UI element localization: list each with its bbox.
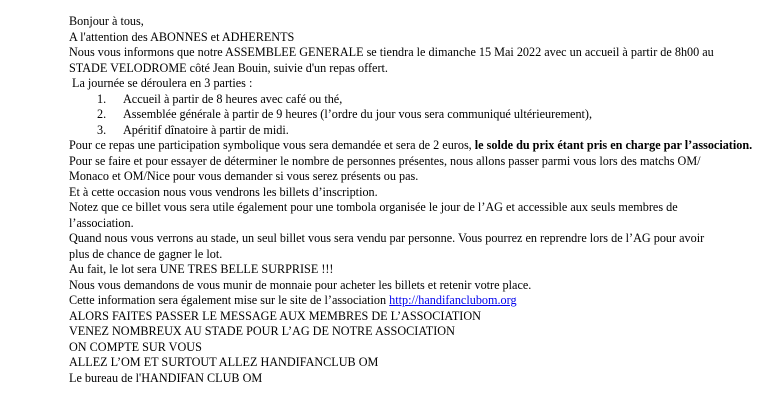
money-line: Nous vous demandons de vous munir de monnaie pour acheter les billets et retenir votre place. xyxy=(69,277,532,292)
program-item-text: Apéritif dînatoire à partir de midi. xyxy=(123,122,289,137)
meal-bold-text: le solde du prix étant pris en charge par l’association. xyxy=(474,138,753,152)
announcement-line-2: STADE VELODROME côté Jean Bouin, suivie d'un repas offert. xyxy=(69,60,388,75)
tombola-line-1: Notez que ce billet vous sera utile également pour une tombola organisée le jour de l’AG et accessible aux seuls membres de xyxy=(69,200,678,214)
program-item xyxy=(69,107,774,123)
association-website-link[interactable]: http://handifanclubom.org xyxy=(389,293,517,307)
site-text: Cette information sera également mise sur le site de l’association xyxy=(69,293,390,307)
meal-paragraph xyxy=(69,138,774,154)
surprise-line: Au fait, le lot sera UNE TRES BELLE SURPRISE !!! xyxy=(69,262,334,276)
attention-line: A l'attention des ABONNES et ADHERENTS xyxy=(69,29,295,44)
count-line-2: Monaco et OM/Nice pour vous demander si vous serez présents ou pas. xyxy=(69,169,419,183)
announcement-line-1: Nous vous informons que notre ASSEMBLEE GENERALE se tiendra le dimanche 15 Mai 2022 avec un accueil à partir de 8h00 au xyxy=(69,45,714,59)
program-item xyxy=(69,92,774,108)
tickets-line: Et à cette occasion nous vous vendrons les billets d’inscription. xyxy=(69,184,378,199)
program-item-number: 3. xyxy=(97,122,107,137)
program-list xyxy=(69,92,774,139)
program-item-text: Accueil à partir de 8 heures avec café ou thé, xyxy=(123,91,343,106)
program-item-text: Assemblée générale à partir de 9 heures (l’ordre du jour vous sera communiqué ultérieurement), xyxy=(123,107,593,121)
tombola-line-2: l’association. xyxy=(69,215,134,230)
signature: Le bureau de l'HANDIFAN CLUB OM xyxy=(69,370,263,385)
program-item-number: 2. xyxy=(97,107,107,121)
stadium-line-1: Quand nous vous verrons au stade, un seul billet vous sera vendu par personne. Vous pourrez en reprendre lors de l’AG pour avoir xyxy=(69,231,705,245)
greeting: Bonjour à tous, xyxy=(69,14,144,28)
stadium-line-2: plus de chance de gagner le lot. xyxy=(69,246,223,261)
program-item-number: 1. xyxy=(97,91,107,106)
count-line-1: Pour se faire et pour essayer de déterminer le nombre de personnes présentes, nous allons passer parmi vous lors des matchs OM/ xyxy=(69,153,701,168)
closing-line: VENEZ NOMBREUX AU STADE POUR L’AG DE NOTRE ASSOCIATION xyxy=(69,324,455,338)
day-intro: La journée se déroulera en 3 parties : xyxy=(72,76,253,90)
meal-text: Pour ce repas une participation symbolique vous sera demandée et sera de 2 euros, xyxy=(69,138,475,152)
letter-body xyxy=(69,14,774,386)
site-line xyxy=(69,293,774,309)
closing-line: ALORS FAITES PASSER LE MESSAGE AUX MEMBRES DE L’ASSOCIATION xyxy=(69,308,481,323)
closing-line: ON COMPTE SUR VOUS xyxy=(69,339,202,354)
program-item xyxy=(69,123,774,139)
closing-line: ALLEZ L’OM ET SURTOUT ALLEZ HANDIFANCLUB OM xyxy=(69,355,379,369)
